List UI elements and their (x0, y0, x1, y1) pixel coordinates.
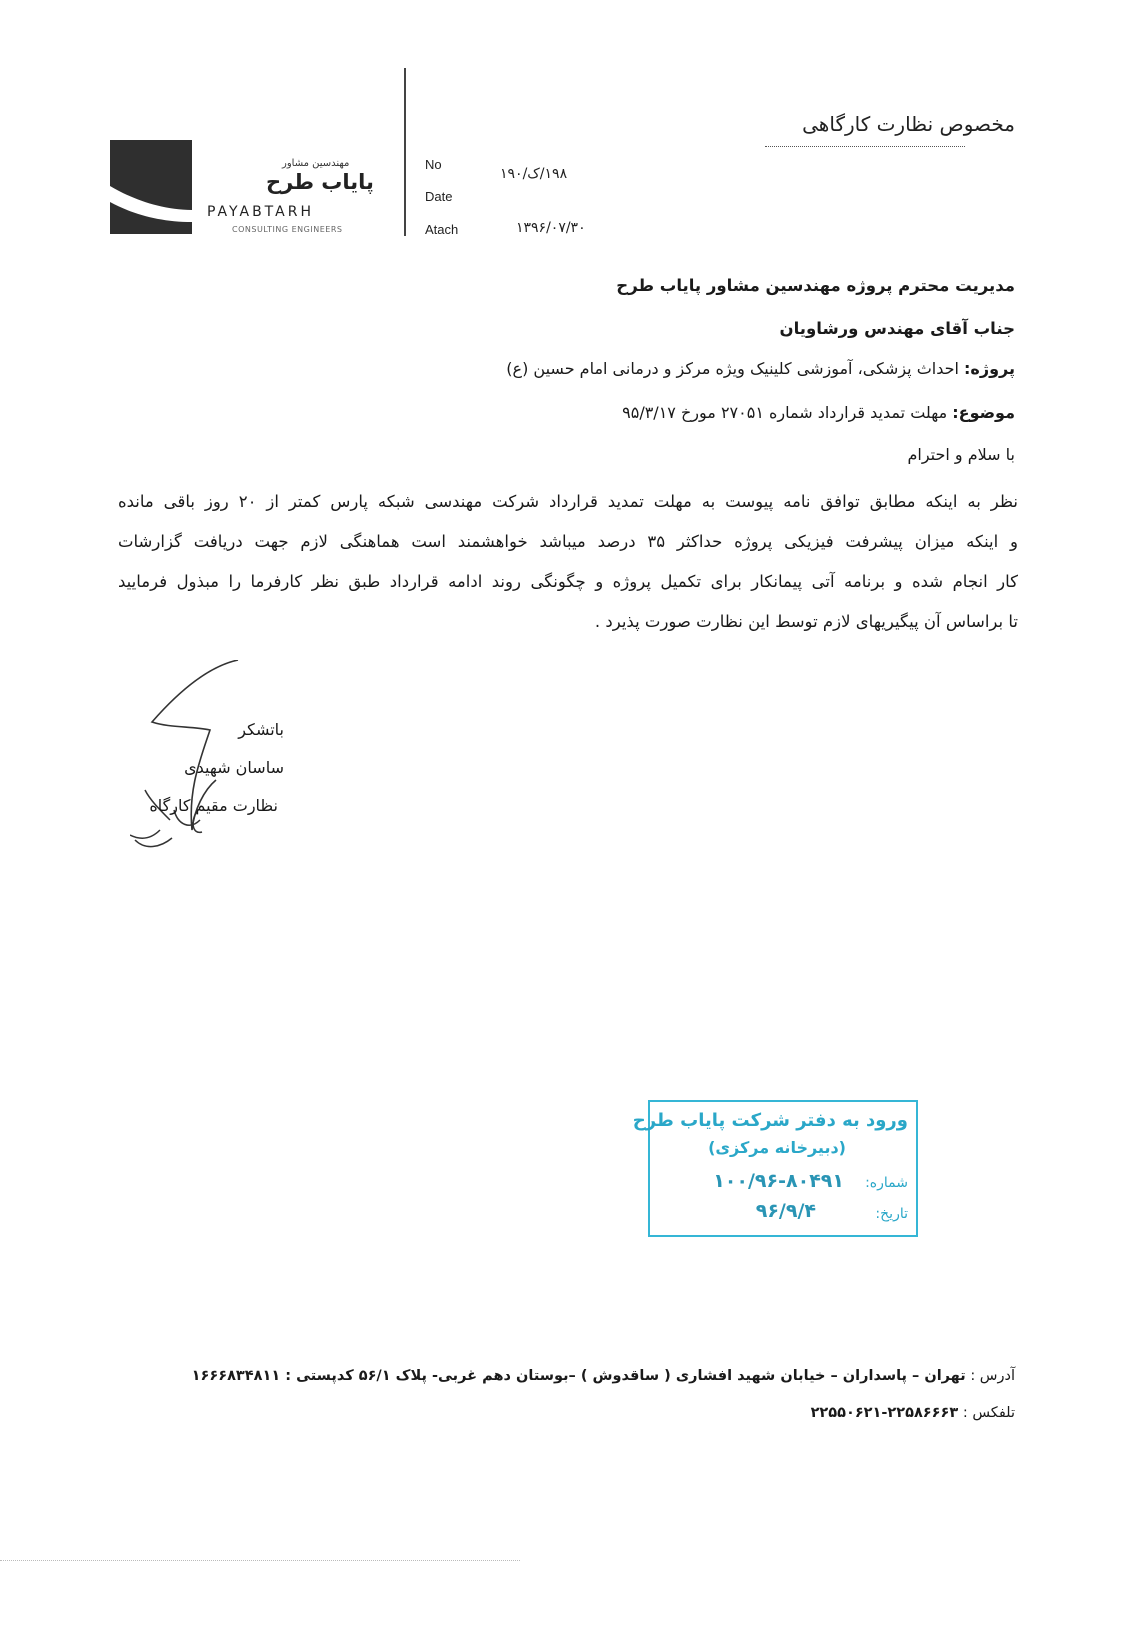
footer-phone-label: تلفکس : (962, 1405, 1015, 1421)
scan-edge-dots (0, 1560, 520, 1561)
footer-phone-value: ۲۲۵۸۶۶۶۳-۲۲۵۵۰۶۲۱ (810, 1405, 959, 1421)
footer-phone (811, 1405, 1015, 1421)
meta-number-value: ۱۹۸/ک/۱۹۰ (500, 166, 568, 182)
footer-address-label: آدرس : (970, 1368, 1015, 1384)
company-logo-mark (110, 140, 192, 234)
footer-address-value: تهران – پاسداران – خیابان شهید افشاری ( ساقدوش ) –بوستان دهم غربی- پلاک ۵۶/۱ کدپستی : ۱۶۶۶۸۳۴۸۱۱ (191, 1368, 966, 1384)
logo-subtitle-en: CONSULTING ENGINEERS (232, 225, 343, 234)
logo-subtitle-fa: مهندسین مشاور (282, 158, 350, 169)
project-value: احداث پزشکی، آموزشی کلینیک ویژه مرکز و درمانی امام حسین (ع) (506, 359, 959, 378)
logo-swoosh-icon (110, 140, 192, 234)
stamp-date-label: تاریخ: (875, 1206, 908, 1222)
addressee-line-1: مدیریت محترم پروژه مهندسین مشاور پایاب طرح (616, 276, 1015, 295)
logo-title-fa: پایاب طرح (266, 170, 374, 194)
greeting: با سلام و احترام (907, 445, 1015, 464)
meta-date-label: Date (425, 189, 453, 204)
body-line-1: نظر به اینکه مطابق توافق نامه پیوست به مهلت تمدید قرارداد شرکت مهندسی شبکه پارس کمتر از ۲۰ روز باقی مانده (118, 492, 1018, 511)
body-line-3: کار انجام شده و برنامه آتی پیمانکار برای تکمیل پروژه و چگونگی روند ادامه قرارداد طبق نظر کارفرما را مبذول فرمایید (118, 572, 1018, 591)
registration-stamp (632, 1100, 918, 1237)
signature-block (130, 660, 330, 890)
subject-value: مهلت تمدید قرارداد شماره ۲۷۰۵۱ مورخ ۹۵/۳/۱۷ (622, 403, 948, 422)
meta-date-value: ۱۳۹۶/۰۷/۳۰ (516, 220, 586, 236)
signer-name: ساسان شهیدی (184, 758, 284, 777)
stamp-date-value: ۹۶/۹/۴ (755, 1200, 816, 1222)
header-divider (404, 68, 406, 236)
stamp-title: ورود به دفتر شرکت پایاب طرح (632, 1110, 908, 1131)
stamp-subtitle: (دبیرخانه مرکزی) (708, 1138, 846, 1157)
project-line (506, 359, 1015, 378)
subject-line (622, 403, 1015, 422)
site-supervision-label: مخصوص نظارت کارگاهی (802, 112, 1015, 136)
body-line-4: تا براساس آن پیگیریهای لازم توسط این نظارت صورت پذیرد . (594, 612, 1018, 631)
logo-title-en: PAYABTARH (207, 204, 314, 220)
letter-body (118, 482, 1018, 642)
addressee-line-2: جناب آقای مهندس ورشاویان (779, 319, 1015, 338)
meta-number-label: No (425, 157, 442, 172)
body-line-2: و اینکه میزان پیشرفت فیزیکی پروژه حداکثر ۳۵ درصد میباشد خواهشمند است هماهنگی لازم جهت دریافت گزارشات (118, 532, 1018, 551)
signature-closing: باتشکر (238, 720, 284, 739)
footer-address (192, 1368, 1015, 1384)
project-label: پروژه: (964, 359, 1015, 378)
subject-label: موضوع: (952, 403, 1015, 422)
signer-title: نظارت مقیم کارگاه (149, 796, 278, 815)
stamp-number-value: ۱۰۰/۹۶-۸۰۴۹۱ (713, 1170, 844, 1192)
site-label-underline (765, 146, 965, 147)
stamp-number-label: شماره: (865, 1175, 908, 1191)
meta-attachment-label: Atach (425, 222, 459, 237)
